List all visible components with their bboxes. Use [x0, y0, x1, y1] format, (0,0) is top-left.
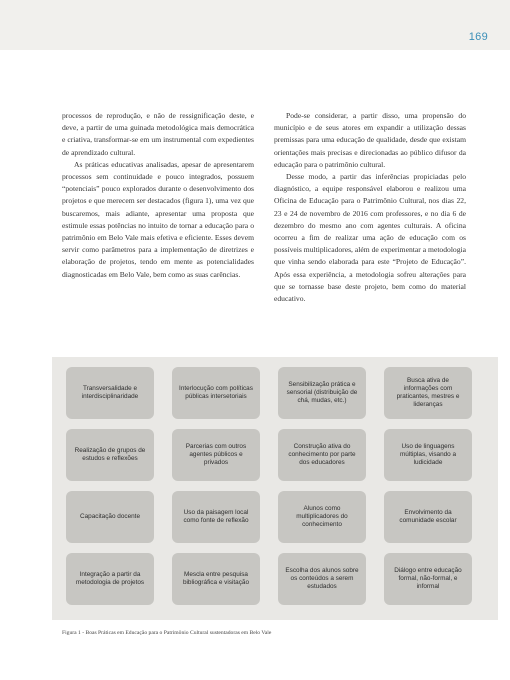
practice-box: Sensibilização prática e sensorial (distribuição de chá, mudas, etc.) [278, 367, 366, 419]
paragraph: processos de reprodução, e não de ressignificação deste, e deve, a partir de uma guinada metodológica mais democrática e criativa, transformar-se em um instrumental com expedientes de aprendizado cultural. [62, 111, 254, 157]
practice-box: Construção ativa do conhecimento por parte dos educadores [278, 429, 366, 481]
practice-box: Uso da paisagem local como fonte de reflexão [172, 491, 260, 543]
practice-box: Mescla entre pesquisa bibliográfica e visitação [172, 553, 260, 605]
practice-box: Transversalidade e interdisciplinaridade [66, 367, 154, 419]
practice-box: Diálogo entre educação formal, não-formal, e informal [384, 553, 472, 605]
practice-box: Interlocução com políticas públicas intersetoriais [172, 367, 260, 419]
practice-box: Alunos como multiplicadores do conhecimento [278, 491, 366, 543]
practice-box: Envolvimento da comunidade escolar [384, 491, 472, 543]
practice-box: Busca ativa de informações com praticantes, mestres e lideranças [384, 367, 472, 419]
practice-box: Realização de grupos de estudos e reflexões [66, 429, 154, 481]
practice-box: Parcerias com outros agentes públicos e privados [172, 429, 260, 481]
left-column [62, 110, 254, 281]
practices-grid [66, 367, 472, 605]
page-number: 169 [468, 31, 488, 43]
header-band [0, 0, 510, 50]
right-column [274, 110, 466, 305]
paragraph: As práticas educativas analisadas, apesar de apresentarem processos sem continuidade e pouco integrados, possuem “potenciais” pouco explorados durante o desenvolvimento dos projetos e que merecem ser destacados (figura 1), uma vez que buscaremos, mais adiante, apresentar uma proposta que estimule essas potências no intuito de tornar a educação para o patrimônio em Belo Vale mais efetiva e eficiente. Esses devem servir como parâmetros para a implementação de diretrizes e elaboração de projetos, tendo em mente as potencialidades diagnosticadas em Belo Vale, bem como as suas carências. [62, 159, 254, 279]
practice-box: Capacitação docente [66, 491, 154, 543]
practice-box: Uso de linguagens múltiplas, visando a ludicidade [384, 429, 472, 481]
figure-1 [52, 357, 498, 620]
practice-box: Escolha dos alunos sobre os conteúdos a serem estudados [278, 553, 366, 605]
paragraph: Desse modo, a partir das inferências propiciadas pelo diagnóstico, a equipe responsável elaborou e realizou uma Oficina de Educação para o Patrimônio Cultural, nos dias 22, 23 e 24 de novembro de 2016 com professores, e no dia 6 de dezembro do mesmo ano com agentes culturais. A oficina ocorreu a fim de realizar uma ação de educação com os possíveis multiplicadores, além de experimentar a metodologia que vinha sendo elaborada para este “Projeto de Educação”. Após essa experiência, a metodologia sofreu alterações para que se tornasse base deste projeto, bem como do material educativo. [274, 172, 466, 304]
paragraph: Pode-se considerar, a partir disso, uma propensão do município e de seus atores em expandir a utilização dessas premissas para uma educação de qualidade, desde que existam orientações mais precisas e direcionadas ao público difusor da educação para o patrimônio cultural. [274, 111, 466, 169]
figure-caption: Figura 1 - Boas Práticas em Educação para o Patrimônio Cultural sustentadoras em Belo Vale [62, 630, 272, 636]
practice-box: Integração a partir da metodologia de projetos [66, 553, 154, 605]
